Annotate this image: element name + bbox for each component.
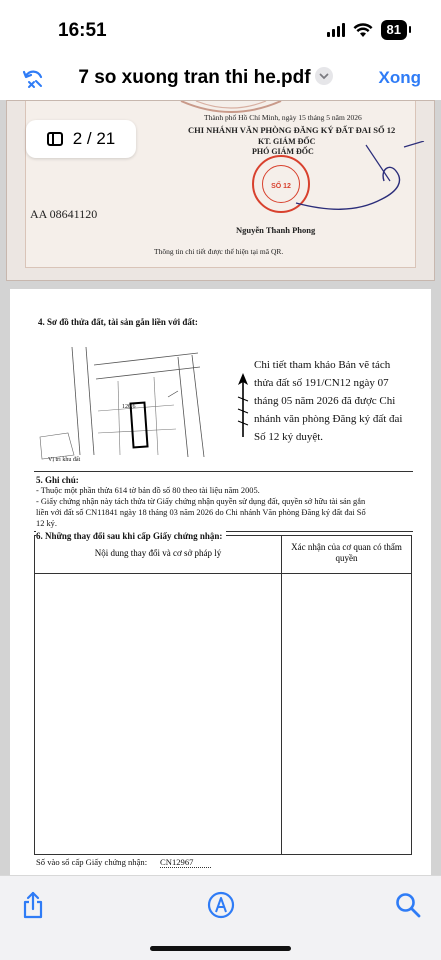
revert-icon[interactable] [20,66,46,92]
cellular-signal-icon [327,23,345,37]
document-title-button[interactable] [60,67,351,89]
share-icon[interactable] [18,890,48,920]
status-bar [0,0,441,58]
location-label: Vị trí khu đất [48,457,81,463]
map-note-line-1: Chi tiết tham khảo Bản vẽ tách [254,359,391,371]
battery-icon: 81 [381,20,407,40]
registry-number: CN12967 [160,857,211,868]
registry-label: Số vào sổ cấp Giấy chứng nhận: [36,857,148,867]
map-note-line-4: nhánh văn phòng Đăng ký đất đai [254,413,403,425]
wifi-icon [353,23,373,38]
seal-label: SỐ 12 [271,183,291,190]
section-4-title: 4. Sơ đồ thửa đất, tài sản gắn liền với đất: [38,317,198,327]
signature-icon [286,141,426,221]
note-line-3: liền với đất số CN11841 ngày 18 tháng 03 năm 2026 do Chi nhánh Văn phòng Đăng ký đất đai Số [36,508,366,517]
section-5-title: 5. Ghi chú: [36,475,79,485]
table-header [35,536,411,574]
agency-name: CHI NHÁNH VĂN PHÒNG ĐĂNG KÝ ĐẤT ĐAI SỐ 12 [188,125,396,135]
table-header-confirmation: Xác nhận của cơ quan có thẩm quyền [291,542,402,563]
qr-note: Thông tin chi tiết được thể hiện tại mã QR. [154,247,284,256]
home-indicator[interactable] [150,946,291,951]
map-note-line-3: tháng 05 năm 2026 đã được Chi [254,395,396,407]
deputy-director: PHÓ GIÁM ĐỐC [252,147,314,156]
pdf-viewer[interactable] [0,100,441,875]
land-plot-map [28,337,244,467]
page-indicator[interactable] [26,120,136,158]
status-indicators [327,20,407,40]
pdf-page-2 [10,289,431,875]
status-time: 16:51 [58,20,107,41]
changes-table [34,535,412,855]
place-date: Thành phố Hồ Chí Minh, ngày 15 tháng 5 năm 2026 [204,113,362,122]
lot-area-label: 120.6 [122,404,136,410]
page-counter: 2 / 21 [72,129,116,148]
signer-name: Nguyễn Thanh Phong [236,225,316,235]
kt-line: KT. GIÁM ĐỐC [258,137,316,146]
document-title: 7 so xuong tran thi he.pdf [78,67,311,88]
serial-number: AA 08641120 [30,207,98,221]
table-header-content: Nội dung thay đổi và cơ sở pháp lý [94,548,222,558]
chevron-down-icon [315,67,333,85]
note-line-2: - Giấy chứng nhận này tách thửa từ Giấy chứng nhận quyền sử dụng đất, quyền sở hữu tài sản gắn [36,497,366,506]
thumbnails-icon [47,132,63,146]
markup-pen-icon[interactable] [206,890,236,920]
section-6-heading: 6. Những thay đổi sau khi cấp Giấy chứng nhận: [36,531,226,541]
map-note-line-2: thửa đất số 191/CN12 ngày 07 [254,377,389,389]
note-line-4: 12 ký. [36,519,57,528]
done-button[interactable]: Xong [378,68,421,87]
map-note-line-5: Số 12 ký duyệt. [254,431,324,443]
navigation-bar [0,58,441,100]
note-line-1: - Thuộc một phần thửa 614 tờ bản đồ số 80 theo tài liệu năm 2005. [36,486,260,495]
divider [34,471,413,472]
north-arrow-icon [236,373,250,437]
search-icon[interactable] [393,890,423,920]
